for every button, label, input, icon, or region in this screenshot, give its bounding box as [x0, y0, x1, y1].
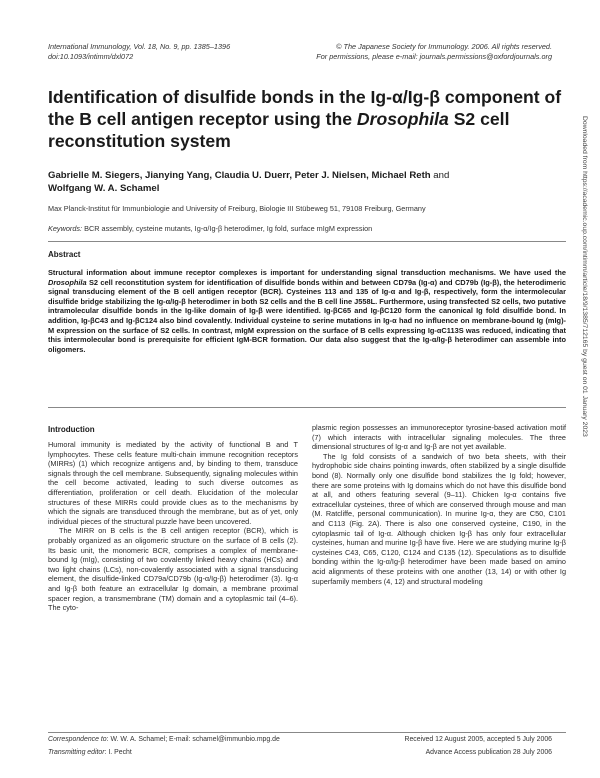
- abstract-divider: [48, 407, 566, 408]
- authors-line-2: Wolfgang W. A. Schamel: [48, 182, 160, 194]
- affiliation: Max Planck-Institut für Immunbiologie and University of Freiburg, Biologie III Stübeweg 51, 79108 Freiburg, Germany: [48, 204, 426, 213]
- title-part-2: S2 cell reconstitution system: [48, 109, 510, 151]
- article-title: [48, 86, 568, 152]
- top-divider: [48, 241, 566, 242]
- permissions-line: For permissions, please e-mail: journals.permissions@oxfordjournals.org: [316, 51, 552, 61]
- abstract-text: Structural information about immune receptor complexes is important for understanding signal transduction mechanisms. We have used the Drosophila S2 cell reconstitution system for identification of disulfide bonds within and between CD79a (Ig-α) and CD79b (Ig-β), the heterodimeric signal transducing element of the B cell antigen receptor (BCR). Cysteines 113 and 135 of Ig-α and Ig-β, respectively, form the intermolecular disulfide bridge stabilizing the Ig-α/Ig-β heterodimer in both S2 cells and the B cell line J558L. Furthermore, using transfected S2 cells, two putative intramolecular disulfide bonds in the Ig-like domain of Ig-β were identified. Ig-βC65 and Ig-βC120 form the canonical Ig fold disulfide bond. In addition, Ig-βC43 and Ig-βC124 also bind covalently. Individual cysteine to serine mutations in Ig-α had no influence on membrane-bound Ig (mIg)-M expression on the surface of S2 cells. In contrast, mIgM expression on the surface of B cells expressing Ig-αC113S was reduced, indicating that this intermolecular bond is prerequisite for efficient IgM-BCR formation. Our data also suggest that the Ig-α/Ig-β heterodimer can assemble into oligomers.: [48, 268, 566, 354]
- footer-right: [330, 735, 552, 757]
- keywords-label: Keywords:: [48, 224, 83, 233]
- authors-and: and: [430, 170, 450, 181]
- correspondence-label: Correspondence to: [48, 736, 107, 743]
- advance-access-date: Advance Access publication 28 July 2006: [425, 749, 552, 756]
- author-list: [48, 170, 568, 195]
- doi-line: doi:10.1093/intimm/dxl072: [48, 51, 134, 61]
- correspondence-text: : W. W. A. Schamel; E-mail: schamel@immunbio.mpg.de: [106, 736, 280, 743]
- intro-right-column: [312, 423, 566, 586]
- title-part-1: Identification of disulfide bonds in the Ig-α/Ig-β component of the B cell antigen receptor using the: [48, 87, 562, 129]
- title-italic: Drosophila: [356, 109, 449, 129]
- abstract-italic: Drosophila: [48, 277, 87, 287]
- transmitting-text: : I. Pecht: [104, 749, 132, 756]
- download-note: Downloaded from https://academic.oup.com/intimm/article/18/9/1385/712165 by guest on 01 January 2023: [581, 116, 588, 437]
- abstract-heading: Abstract: [48, 250, 81, 259]
- intro-paragraph-1: Humoral immunity is mediated by the activity of functional B and T lymphocytes. These cells feature multi-chain immune recognition receptors (MIRRs) (1) which recognize antigens and, by binding to them, transduce signals through the cell membrane. Subsequently, signaling molecules within the cell become activated, leading to such diverse outcomes as differentiation, proliferation or cell death. Elucidation of the molecular structures of these MIRRs could provide clues as to the mechanisms by which the signals are transduced through the membrane, but as of yet, only individual pieces of the structural puzzle have been uncovered.: [48, 440, 298, 526]
- footer-divider: [48, 732, 566, 733]
- journal-citation: [48, 42, 308, 61]
- keywords-text: BCR assembly, cysteine mutants, Ig-α/Ig-β heterodimer, Ig fold, surface mIgM expression: [82, 224, 373, 233]
- copyright-line: © The Japanese Society for Immunology. 2006. All rights reserved.: [336, 42, 552, 51]
- authors-line-1: Gabrielle M. Siegers, Jianying Yang, Claudia U. Duerr, Peter J. Nielsen, Michael Reth: [48, 170, 431, 181]
- intro-left-column: [48, 440, 298, 613]
- keywords: [48, 224, 568, 234]
- footer-left: [48, 735, 348, 757]
- journal-line: International Immunology, Vol. 18, No. 9, pp. 1385–1396: [48, 42, 231, 51]
- intro-paragraph-4: The Ig fold consists of a sandwich of two beta sheets, with their hydrophobic side chains pointing inwards, often stabilized by a single disulfide bond (8). Normally only one disulfide bond stabilizes the Ig fold; however, there are some proteins with Ig domains which do not have this disulfide bond at all, and others featuring several (9–11). Chicken Ig-α contains five extracellular cysteines, three of which are conserved through mouse and man (M. Ratcliffe, personal communication). In murine Ig-α, they are C50, C101 and C113 (Fig. 2A). There is also one conserved cysteine, C190, in the cytoplasmic tail of Ig-α. Although chicken Ig-β has only four extracellular cysteines, human and murine Ig-β have five. Here we are studying murine Ig-β cysteines C43, C65, C120, C124 and C135 (12). Speculations as to disulfide bonding within the Ig-α/Ig-β heterodimer have been made based on amino acid alignments of these proteins with one another (13, 14) or with other Ig superfamily members (4, 12) and structural modeling: [312, 451, 566, 586]
- received-date: Received 12 August 2005, accepted 5 July 2006: [404, 736, 552, 743]
- intro-paragraph-2: The MIRR on B cells is the B cell antigen receptor (BCR), which is probably organized as an oligomeric structure on the surface of B cells (2). Its basic unit, the monomeric BCR, comprises a complex of membrane-bound Ig (mIg), consisting of two covalently linked heavy chains (HCs) and two light chains (LCs), non-covalently associated with a signal transducing element, the disulfide-linked CD79a/CD79b (Ig-α/Ig-β) heterodimer (3). Ig-α and Ig-β both feature an extracellular Ig domain, a membrane proximal spacer region, a transmembrane (TM) domain and a cytoplasmic tail (4–6). The cyto-: [48, 526, 298, 613]
- copyright-block: [300, 42, 552, 61]
- transmitting-label: Transmitting editor: [48, 749, 105, 756]
- introduction-heading: Introduction: [48, 425, 95, 434]
- intro-paragraph-3: plasmic region possesses an immunoreceptor tyrosine-based activation motif (7) which interacts with intracellular signaling molecules. The three dimensional structures of Ig-α and Ig-β are not yet available.: [312, 423, 566, 452]
